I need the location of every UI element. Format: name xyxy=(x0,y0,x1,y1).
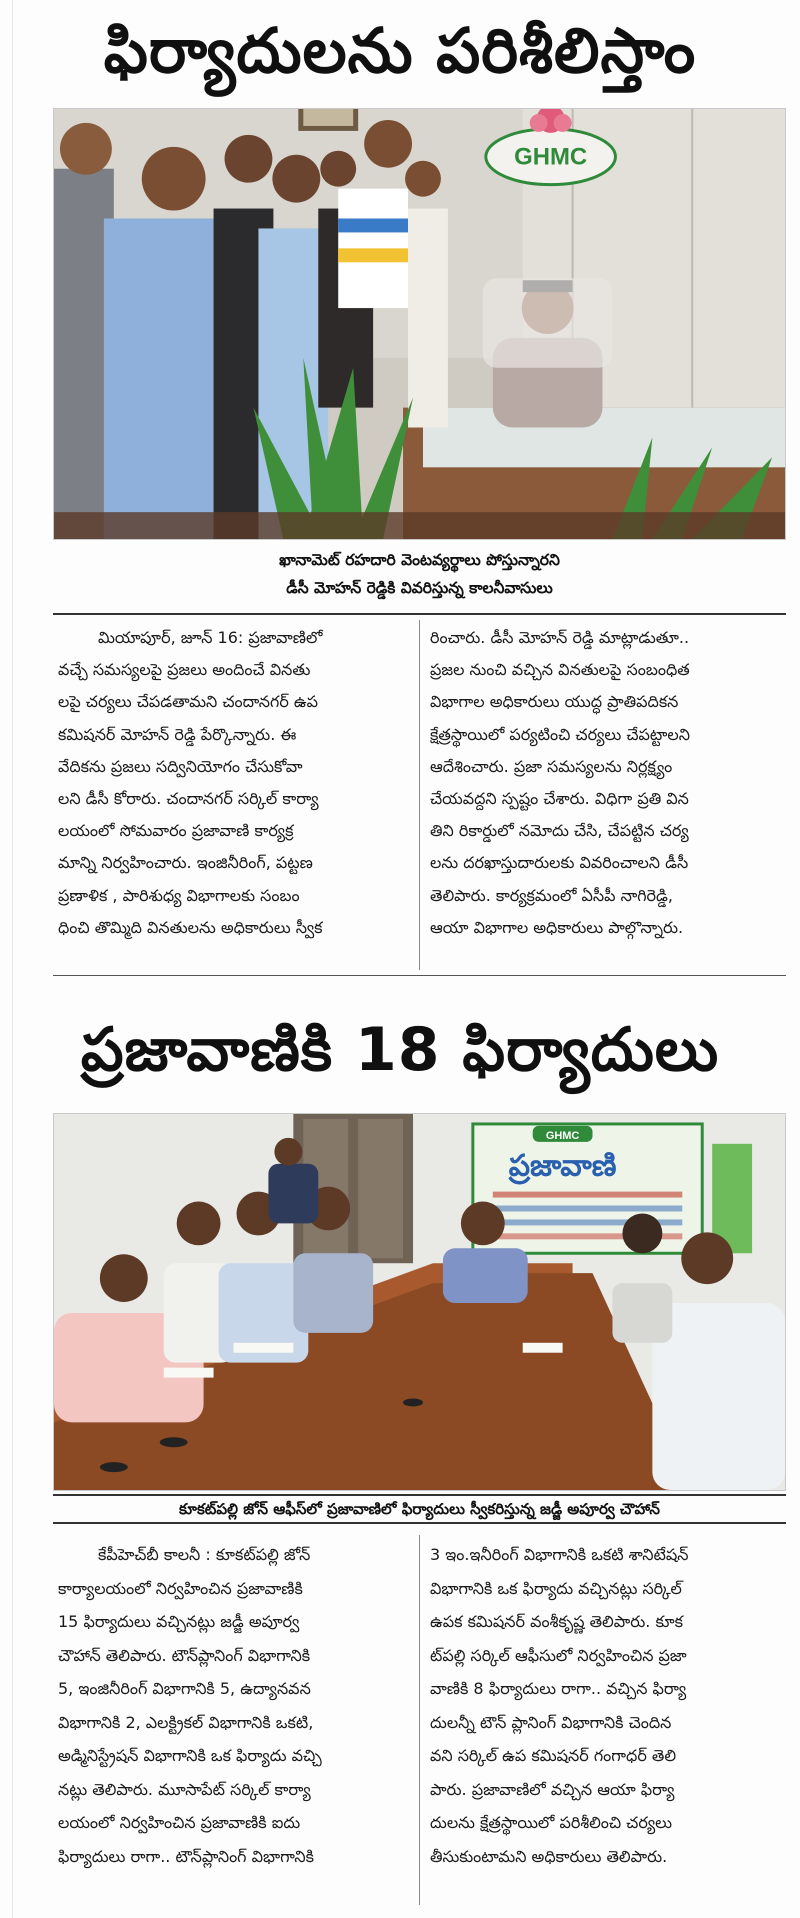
photo-1-sign-text: GHMC xyxy=(514,143,588,171)
article-1-left-line: ధించి తొమ్మిది వినతులను అధికారులు స్వీక xyxy=(58,917,323,937)
article-2-right-line: ఉపక కమిషనర్ వంశీకృష్ణ తెలిపారు. కూక xyxy=(430,1612,683,1631)
article-1-left-line: లయంలో సోమవారం ప్రజావాణి కార్యక్ర xyxy=(58,821,294,841)
photo-1-illustration xyxy=(54,109,785,539)
photo-1 xyxy=(53,108,786,540)
article-2-right-line: ట్‌పల్లి సర్కిల్ ఆఫీసులో నిర్వహించిన ప్రజా xyxy=(430,1645,687,1665)
article-2-left-line: కేపీహెచ్‌బీ కాలనీ : కూకట్‌పల్లి జోన్ xyxy=(98,1545,311,1564)
headline-1: ఫిర్యాదులను పరిశీలిస్తాం xyxy=(103,14,697,87)
article-2-left-line: విభాగానికి 2, ఎలక్ట్రికల్ విభాగానికి ఒకటి, xyxy=(58,1712,314,1732)
photo-1-caption xyxy=(53,546,786,608)
article-2-right-line: దులన్నీ టౌన్ ప్లానింగ్ విభాగానికి చెందిన xyxy=(430,1712,672,1732)
photo-2 xyxy=(53,1113,786,1491)
article-2-right-line: తీసుకుంటామని అధికారులు తెలిపారు. xyxy=(430,1846,668,1866)
article-1-right-line: ఆయా విభాగాల అధికారులు పాల్గొన్నారు. xyxy=(430,917,684,937)
article-1-left-line: ప్రణాళిక , పారిశుధ్య విభాగాలకు సంబం xyxy=(58,885,300,905)
article-2-left-line: 15 ఫిర్యాదులు వచ్చినట్లు జడ్జీ అపూర్వ xyxy=(58,1612,300,1631)
photo-2-caption: కూకట్‌పల్లి జోన్ ఆఫీస్‌లో ప్రజావాణిలో ఫిర్యాదులు స్వీకరిస్తున్న జడ్జీ అపూర్వ చౌహాన్ xyxy=(53,1494,786,1524)
article-1-right-line: ఆదేశించారు. ప్రజా సమస్యలను నిర్లక్ష్యం xyxy=(430,756,673,776)
photo-2-banner-title: ప్రజావాణి xyxy=(508,1148,617,1184)
page-margin-line xyxy=(12,0,13,1918)
photo-1-caption-line-1: ఖానామెట్ రహదారి వెంటవ్యర్థాలు పోస్తున్నారని xyxy=(279,551,560,569)
article-1-right-line: చేయవద్దని స్పష్టం చేశారు. విధిగా ప్రతి విన xyxy=(430,788,689,808)
headline-2: ప్రజావాణికి 18 ఫిర్యాదులు xyxy=(80,1015,720,1085)
article-1-left-line: వేదికను ప్రజలు సద్వినియోగం చేసుకోవా xyxy=(58,756,303,776)
article-1-left-line: మాన్ని నిర్వహించారు. ఇంజినీరింగ్, పట్టణ xyxy=(58,853,313,873)
article-1-right-line: విభాగాల అధికారులు యుద్ధ ప్రాతిపదికన xyxy=(430,692,679,712)
photo-2-banner-logo: GHMC xyxy=(545,1129,580,1142)
article-divider xyxy=(53,975,786,976)
article-1-left-line: కమిషనర్ మోహన్ రెడ్డి పేర్కొన్నారు. ఈ xyxy=(58,724,297,744)
article-1-left-column xyxy=(58,622,410,944)
column-rule-2 xyxy=(419,1535,420,1905)
article-2-right-line: విభాగానికి ఒక ఫిర్యాదు వచ్చినట్లు సర్కిల్ xyxy=(430,1578,682,1598)
caption-divider-1 xyxy=(53,613,786,615)
article-1-left-line: మియాపూర్, జూన్ 16: ప్రజావాణిలో xyxy=(98,628,323,647)
article-2-right-line: పారు. ప్రజావాణిలో వచ్చిన ఆయా ఫిర్యా xyxy=(430,1779,675,1799)
article-2-right-line: వని సర్కిల్ ఉప కమిషనర్ గంగాధర్ తెలి xyxy=(430,1746,677,1765)
article-2-right-line: దులను క్షేత్రస్థాయిలో పరిశీలించి చర్యలు xyxy=(430,1813,673,1832)
article-2-left-column xyxy=(58,1538,410,1873)
photo-2-illustration xyxy=(54,1114,785,1490)
article-1-right-line: తిని రికార్డులో నమోదు చేసి, చేపట్టిన చర్య xyxy=(430,821,689,841)
article-2-left-line: అడ్మినిస్ట్రేషన్ విభాగానికి ఒక ఫిర్యాదు వచ్చి xyxy=(58,1746,322,1765)
article-1-right-line: లను దరఖాస్తుదారులకు వివరించాలని డీసీ xyxy=(430,853,689,873)
article-1-left-line: లపై చర్యలు చేపడతామని చందానగర్ ఉప xyxy=(58,692,319,712)
article-2-left-line: లయంలో నిర్వహించిన ప్రజావాణికి ఐదు xyxy=(58,1813,301,1832)
article-1-right-line: ప్రజల నుంచి వచ్చిన వినతులపై సంబంధిత xyxy=(430,660,690,680)
article-1-right-line: రించారు. డీసీ మోహన్ రెడ్డి మాట్లాడుతూ.. xyxy=(430,628,690,647)
article-2-left-line: నట్లు తెలిపారు. మూసాపేట్ సర్కిల్ కార్యా xyxy=(58,1779,311,1799)
article-2-left-line: కార్యాలయంలో నిర్వహించిన ప్రజావాణికి xyxy=(58,1578,303,1598)
article-2-right-line: వాణికి 8 ఫిర్యాదులు రాగా.. వచ్చిన ఫిర్యా xyxy=(430,1679,687,1698)
article-2-right-column xyxy=(430,1538,786,1873)
article-2-left-line: 5, ఇంజినీరింగ్ విభాగానికి 5, ఉద్యానవన xyxy=(58,1679,311,1698)
article-1-right-line: క్షేత్రస్థాయిలో పర్యటించి చర్యలు చేపట్టాలని xyxy=(430,724,690,744)
article-1-right-column xyxy=(430,622,786,944)
article-2-left-line: చౌహాన్ తెలిపారు. టౌన్‌ప్లానింగ్ విభాగానికి xyxy=(58,1645,311,1665)
article-1-left-line: వచ్చే సమస్యలపై ప్రజలు అందించే వినతు xyxy=(58,660,311,680)
photo-1-caption-line-2: డీసీ మోహన్ రెడ్డికి వివరిస్తున్న కాలనీవాసులు xyxy=(286,579,553,597)
article-2-left-line: ఫిర్యాదులు రాగా.. టౌన్‌ప్లానింగ్ విభాగానికి xyxy=(58,1846,314,1866)
column-rule-1 xyxy=(419,620,420,970)
article-1-left-line: లని డీసీ కోరారు. చందానగర్ సర్కిల్ కార్యా xyxy=(58,788,319,808)
article-1-right-line: తెలిపారు. కార్యక్రమంలో ఏసీపీ నాగిరెడ్డి, xyxy=(430,885,673,905)
article-2-right-line: 3 ఇం.ఇనీరింగ్ విభాగానికి ఒకటి శానిటేషన్ xyxy=(430,1545,689,1564)
